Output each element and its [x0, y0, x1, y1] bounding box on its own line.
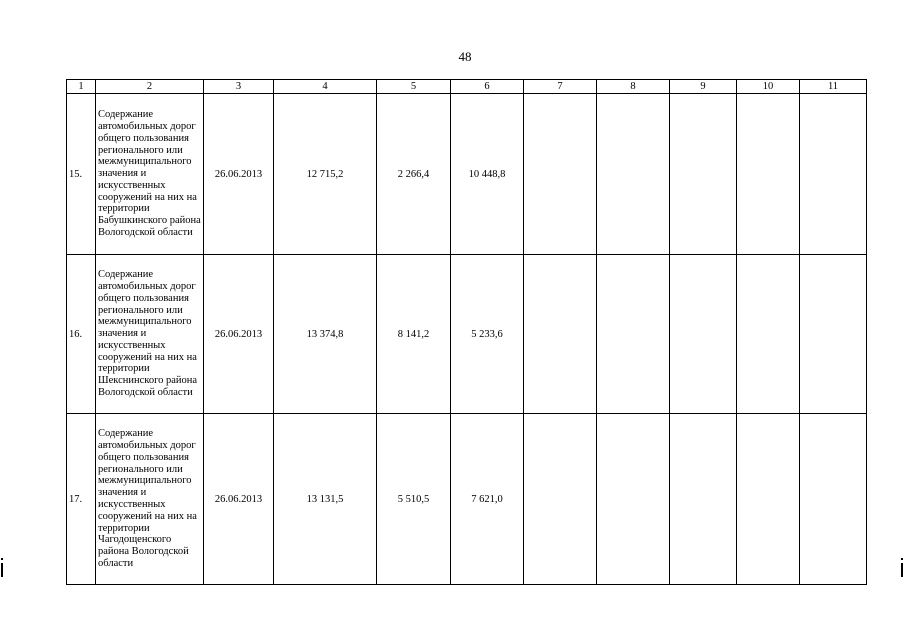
empty-cell [597, 255, 670, 414]
data-table [66, 79, 867, 585]
header-cell: 3 [204, 80, 274, 94]
row-col6: 7 621,0 [451, 414, 524, 585]
row-description: Содержание автомобильных дорог общего пользования регионального или межмуниципального значения и искусственных сооружений на них на территории Бабушкинского района Вологодской области [96, 94, 204, 255]
row-number: 15. [67, 94, 96, 255]
header-cell: 7 [524, 80, 597, 94]
header-row [67, 80, 867, 94]
empty-cell [524, 414, 597, 585]
row-col6: 5 233,6 [451, 255, 524, 414]
empty-cell [597, 414, 670, 585]
row-col5: 5 510,5 [377, 414, 451, 585]
header-cell: 8 [597, 80, 670, 94]
header-cell: 6 [451, 80, 524, 94]
header-cell: 1 [67, 80, 96, 94]
row-col4: 13 131,5 [274, 414, 377, 585]
header-cell: 11 [800, 80, 867, 94]
left-edge-mark [1, 563, 3, 577]
table-row [67, 94, 867, 255]
page-number: 48 [458, 49, 472, 64]
row-col4: 12 715,2 [274, 94, 377, 255]
table-row [67, 414, 867, 585]
header-cell: 2 [96, 80, 204, 94]
header-cell: 10 [737, 80, 800, 94]
empty-cell [670, 255, 737, 414]
row-col5: 8 141,2 [377, 255, 451, 414]
header-cell: 4 [274, 80, 377, 94]
empty-cell [800, 255, 867, 414]
empty-cell [737, 414, 800, 585]
empty-cell [737, 94, 800, 255]
empty-cell [737, 255, 800, 414]
empty-cell [670, 414, 737, 585]
right-edge-mark [901, 563, 903, 577]
empty-cell [800, 94, 867, 255]
row-date: 26.06.2013 [204, 414, 274, 585]
row-col5: 2 266,4 [377, 94, 451, 255]
empty-cell [524, 94, 597, 255]
header-cell: 5 [377, 80, 451, 94]
row-number: 17. [67, 414, 96, 585]
header-cell: 9 [670, 80, 737, 94]
row-description: Содержание автомобильных дорог общего пользования регионального или межмуниципального значения и искусственных сооружений на них на территории Чагодощенского района Вологодской области [96, 414, 204, 585]
empty-cell [670, 94, 737, 255]
row-description: Содержание автомобильных дорог общего пользования регионального или межмуниципального значения и искусственных сооружений на них на территории Шекснинского района Вологодской области [96, 255, 204, 414]
row-number: 16. [67, 255, 96, 414]
row-col4: 13 374,8 [274, 255, 377, 414]
empty-cell [524, 255, 597, 414]
row-col6: 10 448,8 [451, 94, 524, 255]
empty-cell [800, 414, 867, 585]
row-date: 26.06.2013 [204, 255, 274, 414]
table-row [67, 255, 867, 414]
empty-cell [597, 94, 670, 255]
row-date: 26.06.2013 [204, 94, 274, 255]
